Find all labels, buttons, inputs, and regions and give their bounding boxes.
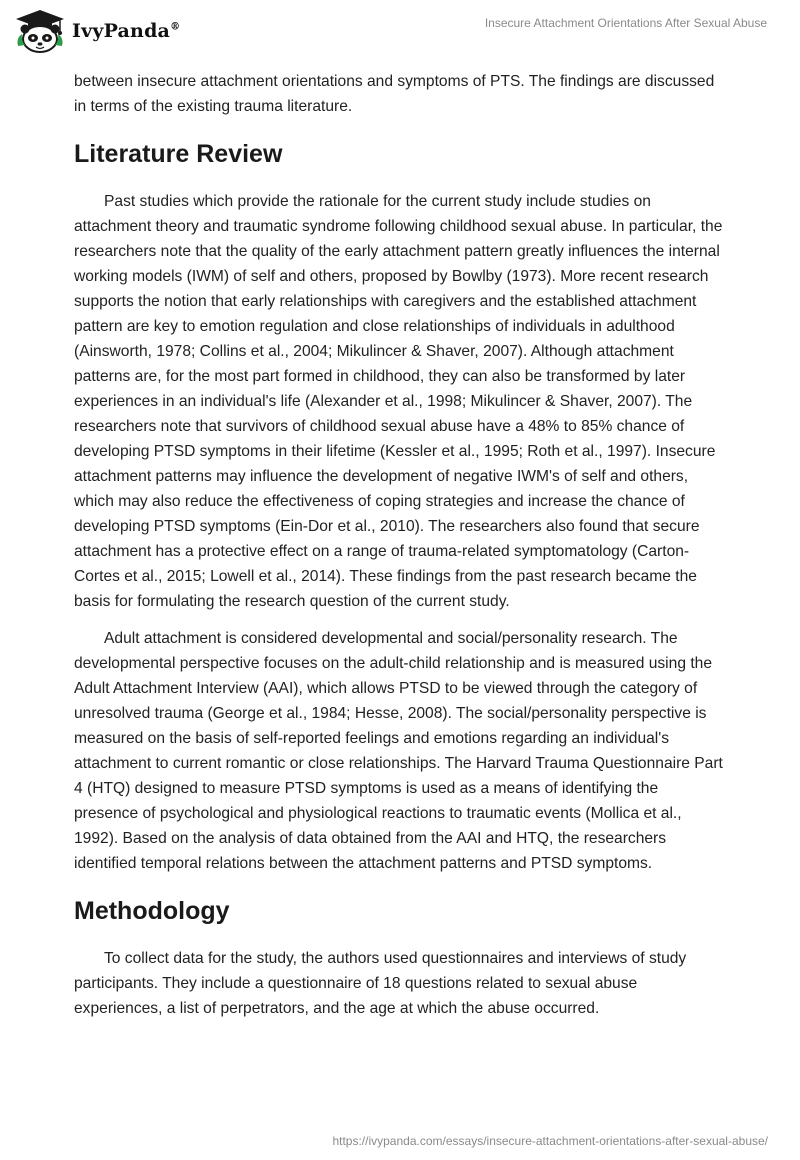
ivypanda-logo[interactable] <box>14 8 180 54</box>
brand-name: IvyPanda® <box>72 20 181 42</box>
literature-paragraph-2: Adult attachment is considered developmental and social/personality research. The developmental perspective focuses on the adult-child relationship and is measured using the Adult Attachment Interview (AAI), which allows PTSD to be viewed through the category of unresolved trauma (George et al., 1984; Hesse, 2008). The social/personality perspective is measured on the basis of self-reported feelings and emotions regarding an individual's attachment to current romantic or close relationships. The Harvard Trauma Questionnaire Part 4 (HTQ) designed to measure PTSD symptoms is used as a means of identifying the presence of psychological and physiological reactions to traumatic events (Mollica et al., 1992). Based on the analysis of data obtained from the AAI and HTQ, the researchers identified temporal relations between the attachment patterns and PTSD symptoms. <box>74 630 723 872</box>
source-url[interactable]: https://ivypanda.com/essays/insecure-attachment-orientations-after-sexual-abuse/ <box>332 1134 768 1148</box>
article-body <box>74 69 726 1021</box>
running-title: Insecure Attachment Orientations After Sexual Abuse <box>484 16 767 30</box>
panda-graduate-icon <box>14 8 66 54</box>
literature-review-heading: Literature Review <box>74 140 283 168</box>
literature-paragraph-1: Past studies which provide the rationale for the current study include studies on attachment theory and traumatic syndrome following childhood sexual abuse. In particular, the researchers note that the quality of the early attachment pattern greatly influences the internal working models (IWM) of self and others, proposed by Bowlby (1973). More recent research supports the notion that early relationships with caregivers and the established attachment pattern are key to emotion regulation and close relationships of individuals in adulthood (Ainsworth, 1978; Collins et al., 2004; Mikulincer & Shaver, 2007). Although attachment patterns are, for the most part formed in childhood, they can also be transformed by later experiences in an individual's life (Alexander et al., 1998; Mikulincer & Shaver, 2007). The researchers note that survivors of childhood sexual abuse have a 48% to 85% chance of developing PTSD symptoms in their lifetime (Kessler et al., 1995; Roth et al., 1997). Insecure attachment patterns may influence the development of negative IWM's of self and others, which may also reduce the effectiveness of coping strategies and increase the chance of developing PTSD symptoms (Ein-Dor et al., 2010). The researchers also found that secure attachment has a protective effect on a range of trauma-related symptomatology (Carton-Cortes et al., 2015; Lowell et al., 2014). These findings from the past research became the basis for formulating the research question of the current study. <box>74 193 723 610</box>
methodology-paragraph-1: To collect data for the study, the authors used questionnaires and interviews of study participants. They include a questionnaire of 18 questions related to sexual abuse experiences, a list of perpetrators, and the age at which the abuse occurred. <box>74 950 687 1017</box>
methodology-heading: Methodology <box>74 897 230 925</box>
intro-paragraph: between insecure attachment orientations and symptoms of PTS. The findings are discussed in terms of the existing trauma literature. <box>74 73 715 115</box>
page-header <box>0 0 800 64</box>
